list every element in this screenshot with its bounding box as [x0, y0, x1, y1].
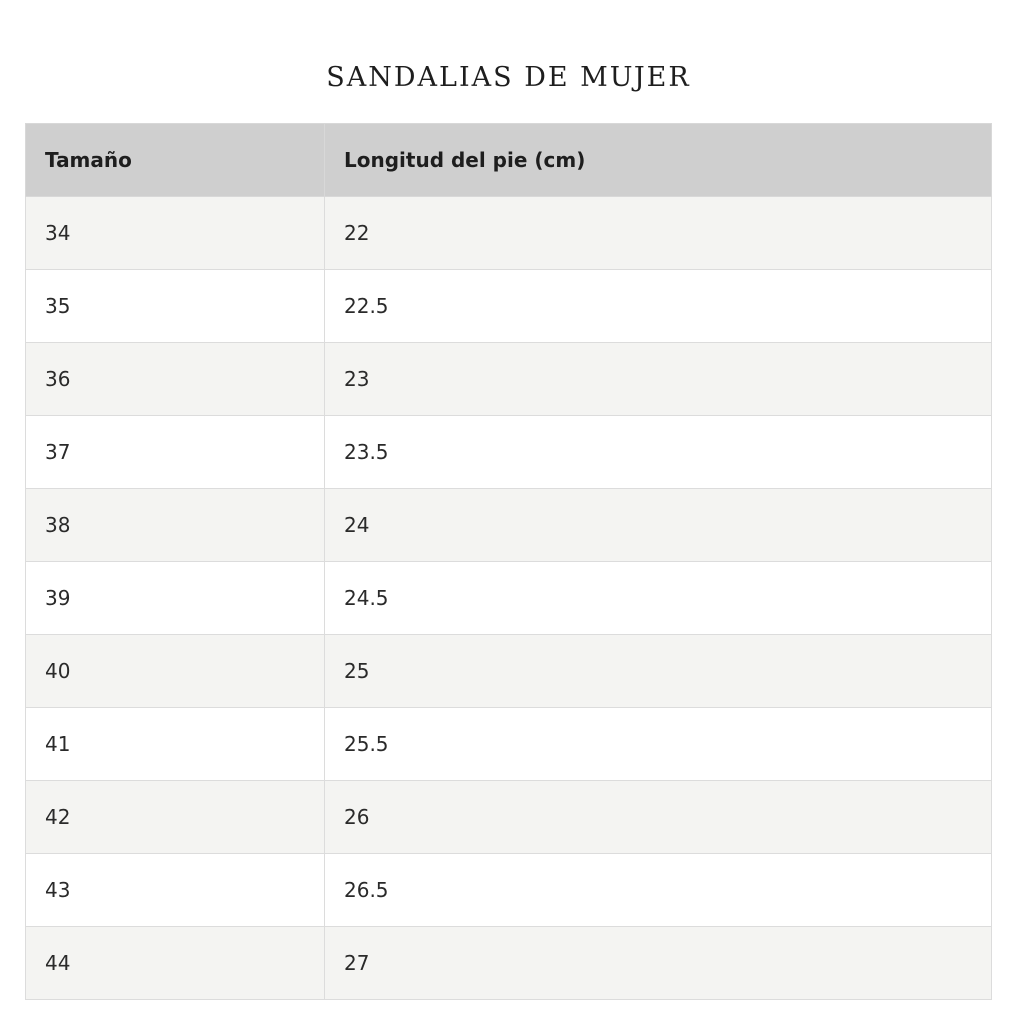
- foot-length-cell: 22: [325, 197, 992, 270]
- size-cell: 34: [26, 197, 325, 270]
- foot-length-cell: 23: [325, 343, 992, 416]
- table-row: [26, 562, 992, 635]
- size-cell: 44: [26, 927, 325, 1000]
- table-row: [26, 927, 992, 1000]
- foot-length-cell: 26: [325, 781, 992, 854]
- table-row: [26, 635, 992, 708]
- table-row: [26, 854, 992, 927]
- foot-length-cell: 26.5: [325, 854, 992, 927]
- page-title: SANDALIAS DE MUJER: [326, 62, 691, 93]
- size-cell: 38: [26, 489, 325, 562]
- foot-length-cell: 24: [325, 489, 992, 562]
- size-cell: 43: [26, 854, 325, 927]
- foot-length-cell: 22.5: [325, 270, 992, 343]
- foot-length-cell: 23.5: [325, 416, 992, 489]
- size-cell: 37: [26, 416, 325, 489]
- foot-length-cell: 25: [325, 635, 992, 708]
- table-row: [26, 708, 992, 781]
- table-row: [26, 781, 992, 854]
- size-cell: 36: [26, 343, 325, 416]
- foot-length-cell: 24.5: [325, 562, 992, 635]
- table-header-row: [26, 124, 992, 197]
- table-row: [26, 197, 992, 270]
- size-chart-table: [25, 123, 992, 1000]
- table-row: [26, 270, 992, 343]
- size-cell: 42: [26, 781, 325, 854]
- header-foot-length: Longitud del pie (cm): [325, 124, 992, 197]
- table-row: [26, 343, 992, 416]
- size-cell: 41: [26, 708, 325, 781]
- size-cell: 40: [26, 635, 325, 708]
- size-cell: 35: [26, 270, 325, 343]
- header-size: Tamaño: [26, 124, 325, 197]
- table-row: [26, 489, 992, 562]
- foot-length-cell: 27: [325, 927, 992, 1000]
- table-row: [26, 416, 992, 489]
- foot-length-cell: 25.5: [325, 708, 992, 781]
- size-cell: 39: [26, 562, 325, 635]
